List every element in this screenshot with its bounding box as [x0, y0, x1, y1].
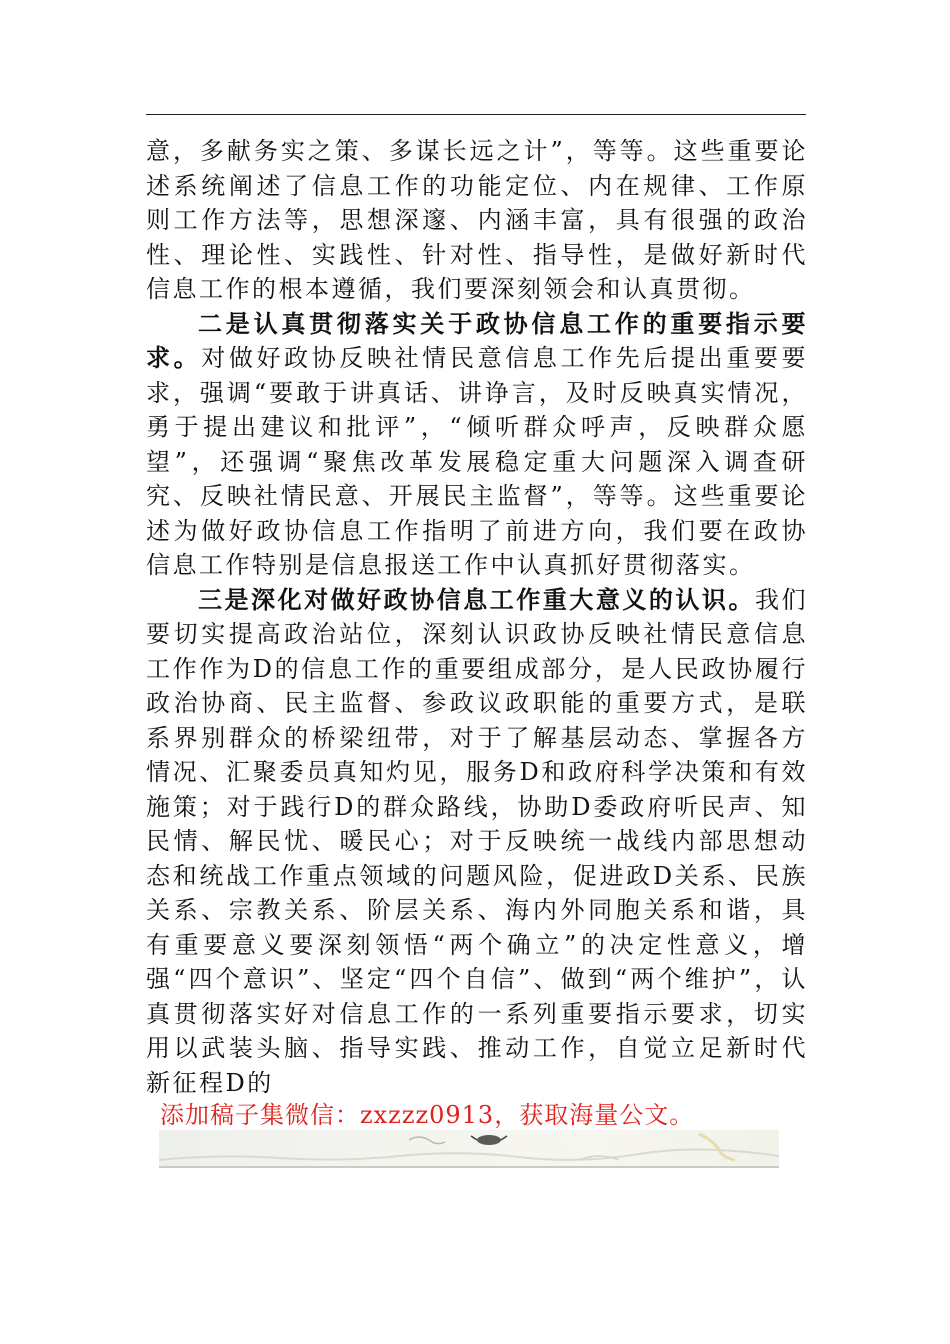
header-rule: [146, 114, 806, 115]
paragraph-1: [146, 134, 808, 307]
paragraph-2-lead: 二是认真贯彻落实关于政协信息工作的重要指示要求。: [146, 308, 808, 372]
promo-text: 添加稿子集微信：zxzzz0913，获取海量公文。: [160, 1101, 695, 1129]
document-body: [146, 134, 808, 1100]
paragraph-3-text: 我们要切实提高政治站位，深刻认识政协反映社情民意信息工作作为D的信息工作的重要组成部分，是人民政协履行政治协商、民主监督、参政议政职能的重要方式，是联系界别群众的桥梁纽带，对于了解基层动态、掌握各方情况、汇聚委员真知灼见，服务D和政府科学决策和有效施策；对于践行D的群众路线，协助D委政府听民声、知民情、解民忧、暖民心；对于反映统一战线内部思想动态和统战工作重点领域的问题风险，促进政D关系、民族关系、宗教关系、阶层关系、海内外同胞关系和谐，具有重要意义要深刻领悟“两个确立”的决定性意义，增强“四个意识”、坚定“四个自信”、做到“两个维护”，认真贯彻落实好对信息工作的一系列重要指示要求，切实用以武装头脑、指导实践、推动工作，自觉立足新时代新征程D的: [146, 585, 809, 1097]
paragraph-2-text: 对做好政协反映社情民意信息工作先后提出重要要求，强调“要敢于讲真话、讲诤言，及时反映真实情况，勇于提出建议和批评”，“倾听群众呼声，反映群众愿望”，还强调“聚焦改革发展稳定重大问题深入调查研究、反映社情民意、开展民主监督”，等等。这些重要论述为做好政协信息工作指明了前进方向，我们要在政协信息工作特别是信息报送工作中认真抓好贯彻落实。: [146, 344, 809, 579]
paragraph-2: [146, 307, 808, 583]
paragraph-1-text: 意，多献务实之策、多谋长远之计”，等等。这些重要论述系统阐述了信息工作的功能定位、内在规律、工作原则工作方法等，思想深邃、内涵丰富，具有很强的政治性、理论性、实践性、针对性、指导性，是做好新时代信息工作的根本遵循，我们要深刻领会和认真贯彻。: [146, 137, 808, 303]
landscape-sketch-icon: [159, 1130, 779, 1166]
paragraph-3: [146, 583, 808, 1101]
decorative-banner-image: [159, 1130, 779, 1168]
paragraph-3-lead: 三是深化对做好政协信息工作重大意义的认识。: [198, 584, 755, 614]
